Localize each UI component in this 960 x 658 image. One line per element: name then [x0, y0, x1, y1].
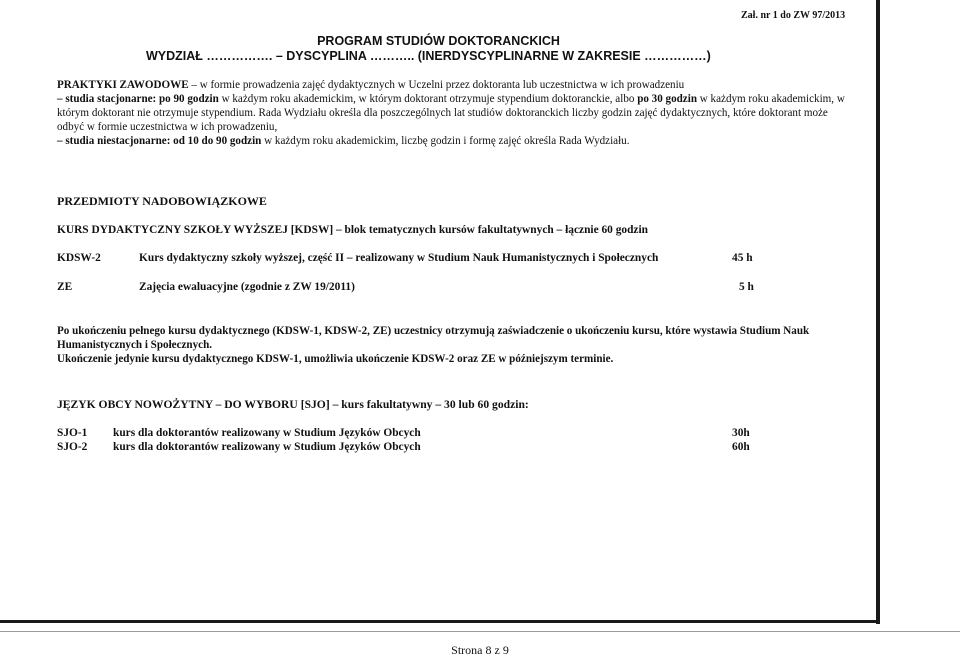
page-bottom-border — [0, 620, 880, 623]
kdsw-completion-note: Ukończenie jedynie kursu dydaktycznego KDSW-1, umożliwia ukończenie KDSW-2 oraz ZE w późniejszym terminie. — [57, 353, 614, 365]
stacjonarne-hours-2: po 30 godzin — [637, 92, 697, 105]
language-course-description: kurs dla doktorantów realizowany w Studium Języków Obcych — [113, 441, 421, 453]
kdsw-heading: KURS DYDAKTYCZNY SZKOŁY WYŻSZEJ [KDSW] – blok tematycznych kursów fakultatywnych – łącznie 60 godzin — [57, 224, 648, 236]
stacjonarne-text-2: w każdym roku akademickim, w którym doktorant nie otrzymuje stypendium. Rada Wydziału określa dla poszczególnych lat studiów doktoranckich liczby godzin zajęć dydaktycznych, które doktorant może odbyć w formie uczestnictwa w ich prowadzeniu, — [57, 92, 845, 133]
faculty-discipline-line: WYDZIAŁ ……………. – DYSCYPLINA ……….. (INERDYSCYPLINARNE W ZAKRESIE ……………) — [146, 49, 711, 63]
stacjonarne-label: – studia stacjonarne: po 90 godzin — [57, 92, 219, 105]
course-hours: 5 h — [739, 281, 754, 293]
annex-label: Zał. nr 1 do ZW 97/2013 — [741, 10, 846, 21]
course-code: KDSW-2 — [57, 252, 101, 264]
mandatory-heading: PRZEDMIOTY NADOBOWIĄZKOWE — [57, 194, 267, 208]
praktyki-paragraph — [57, 79, 852, 149]
language-course-code: SJO-1 — [57, 427, 88, 439]
program-title: PROGRAM STUDIÓW DOKTORANCKICH — [317, 34, 560, 48]
niestacjonarne-label: – studia niestacjonarne: od 10 do 90 godzin — [57, 134, 262, 147]
praktyki-heading: PRAKTYKI ZAWODOWE — [57, 79, 189, 91]
language-course-description: kurs dla doktorantów realizowany w Studium Języków Obcych — [113, 427, 421, 439]
footer-divider — [0, 631, 960, 632]
language-course-code: SJO-2 — [57, 441, 88, 453]
language-course-hours: 60h — [732, 441, 750, 453]
course-description: Zajęcia ewaluacyjne (zgodnie z ZW 19/2011) — [139, 281, 355, 293]
praktyki-intro: – w formie prowadzenia zajęć dydaktycznych w Uczelni przez doktoranta lub uczestnictwa w ich prowadzeniu — [188, 79, 685, 91]
course-description: Kurs dydaktyczny szkoły wyższej, część II – realizowany w Studium Nauk Humanistycznych i Społecznych — [139, 252, 659, 264]
kdsw-certificate-note: Po ukończeniu pełnego kursu dydaktycznego (KDSW-1, KDSW-2, ZE) uczestnicy otrzymują zaświadczenie o ukończeniu kursu, które wystawia Studium Nauk Humanistycznych i Społecznych. — [57, 325, 810, 351]
course-code: ZE — [57, 281, 73, 293]
stacjonarne-text-1: w każdym roku akademickim, w którym doktorant otrzymuje stypendium doktoranckie, albo — [218, 92, 638, 105]
page-right-border — [876, 0, 880, 624]
page-number: Strona 8 z 9 — [451, 643, 509, 657]
niestacjonarne-text: w każdym roku akademickim, liczbę godzin i formę zajęć określa Rada Wydziału. — [261, 134, 630, 147]
language-heading: JĘZYK OBCY NOWOŻYTNY – DO WYBORU [SJO] – kurs fakultatywny – 30 lub 60 godzin: — [57, 398, 529, 411]
language-course-hours: 30h — [732, 427, 750, 439]
course-hours: 45 h — [732, 252, 753, 264]
